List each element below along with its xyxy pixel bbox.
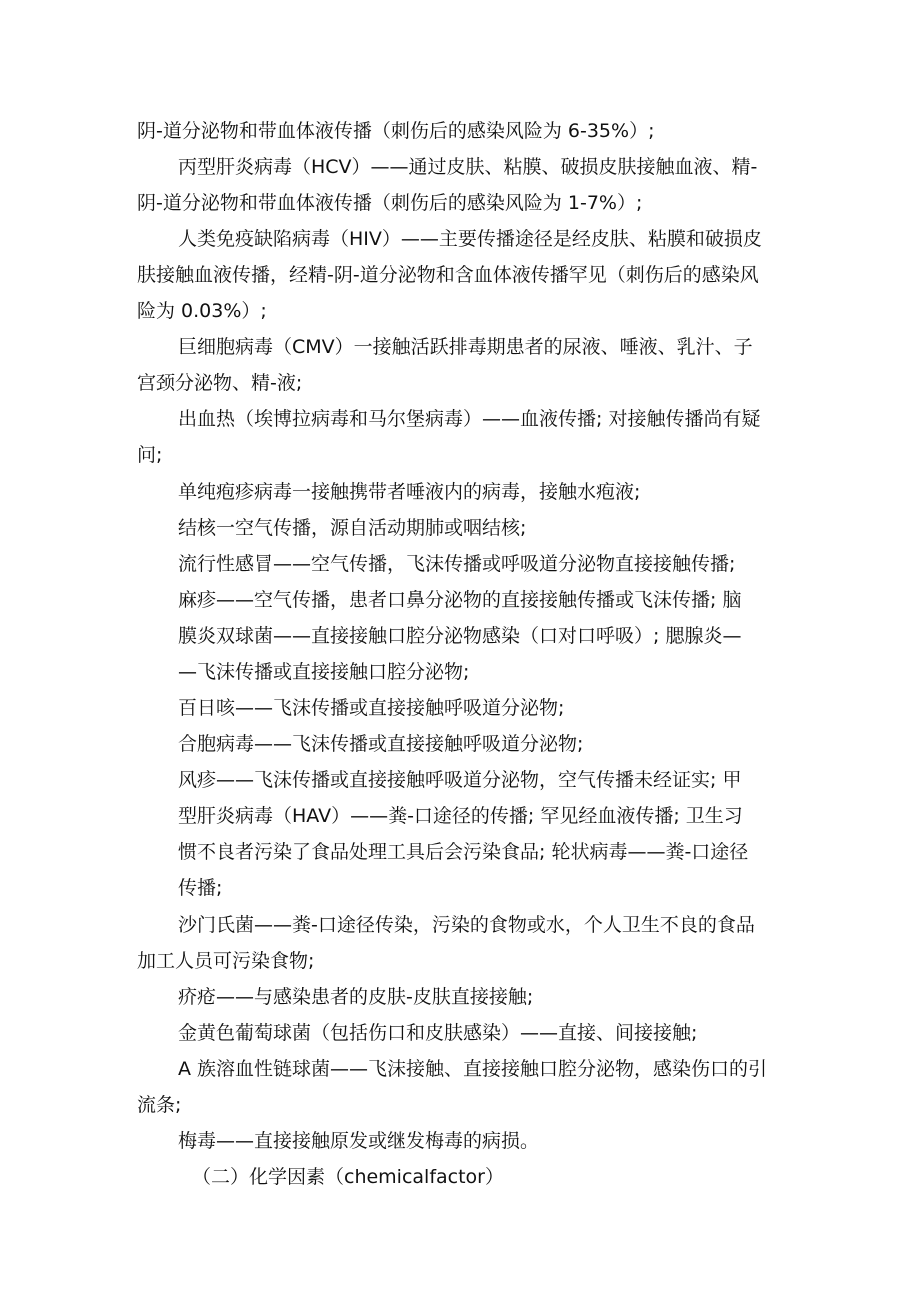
text-line: 惯不良者污染了食品处理工具后会污染食品; 轮状病毒——粪-口途径 xyxy=(178,841,749,863)
text-line: 麻疹——空气传播，患者口鼻分泌物的直接接触传播或飞沫传播; 脑 xyxy=(178,589,742,611)
text-line: 金黄色葡萄球菌（包括伤口和皮肤感染）——直接、间接接触; xyxy=(178,1022,698,1044)
text-line: 型肝炎病毒（HAV）——粪-口途径的传播; 罕见经血液传播; 卫生习 xyxy=(178,805,743,827)
text-line: 膜炎双球菌——直接接触口腔分泌物感染（口对口呼吸）; 腮腺炎— xyxy=(178,625,742,647)
text-line: 梅毒——直接接触原发或继发梅毒的病损。 xyxy=(178,1130,540,1152)
text-line: 问; xyxy=(137,444,163,466)
text-line: 疥疮——与感染患者的皮肤-皮肤直接接触; xyxy=(178,986,534,1008)
text-line: 合胞病毒——飞沫传播或直接接触呼吸道分泌物; xyxy=(178,733,584,755)
text-line: 风疹——飞沫传播或直接接触呼吸道分泌物，空气传播未经证实; 甲 xyxy=(178,769,742,791)
text-line: 出血热（埃博拉病毒和马尔堡病毒）——血液传播; 对接触传播尚有疑 xyxy=(178,408,761,430)
text-line: 险为 0.03%）; xyxy=(137,300,267,322)
text-line: 阴-道分泌物和带血体液传播（刺伤后的感染风险为 1-7%）; xyxy=(137,192,643,214)
text-line: 阴-道分泌物和带血体液传播（刺伤后的感染风险为 6-35%）; xyxy=(137,120,655,142)
text-line: 巨细胞病毒（CMV）一接触活跃排毒期患者的尿液、唾液、乳汁、子 xyxy=(178,336,753,358)
text-line: 人类免疫缺陷病毒（HIV）——主要传播途径是经皮肤、粘膜和破损皮 xyxy=(178,228,762,250)
text-line: 丙型肝炎病毒（HCV）——通过皮肤、粘膜、破损皮肤接触血液、精- xyxy=(178,156,758,178)
text-line: —飞沫传播或直接接触口腔分泌物; xyxy=(178,661,470,683)
text-line: 传播; xyxy=(178,877,223,899)
text-line: 流条; xyxy=(137,1094,182,1116)
text-line: 单纯疱疹病毒一接触携带者唾液内的病毒，接触水疱液; xyxy=(178,481,641,503)
text-line: A 族溶血性链球菌——飞沫接触、直接接触口腔分泌物，感染伤口的引 xyxy=(178,1058,768,1080)
text-line: 肤接触血液传播，经精-阴-道分泌物和含血体液传播罕见（刺伤后的感染风 xyxy=(137,264,759,286)
text-line: 流行性感冒——空气传播，飞沫传播或呼吸道分泌物直接接触传播; xyxy=(178,553,736,575)
text-line: 宫颈分泌物、精-液; xyxy=(137,372,303,394)
text-line: 百日咳——飞沫传播或直接接触呼吸道分泌物; xyxy=(178,697,565,719)
text-line: 沙门氏菌——粪-口途径传染，污染的食物或水，个人卫生不良的食品 xyxy=(178,914,755,936)
text-line: 加工人员可污染食物; xyxy=(137,950,315,972)
text-line: 结核一空气传播，源自活动期肺或咽结核; xyxy=(178,517,527,539)
text-line: （二）化学因素（chemicalfactor） xyxy=(192,1166,504,1188)
